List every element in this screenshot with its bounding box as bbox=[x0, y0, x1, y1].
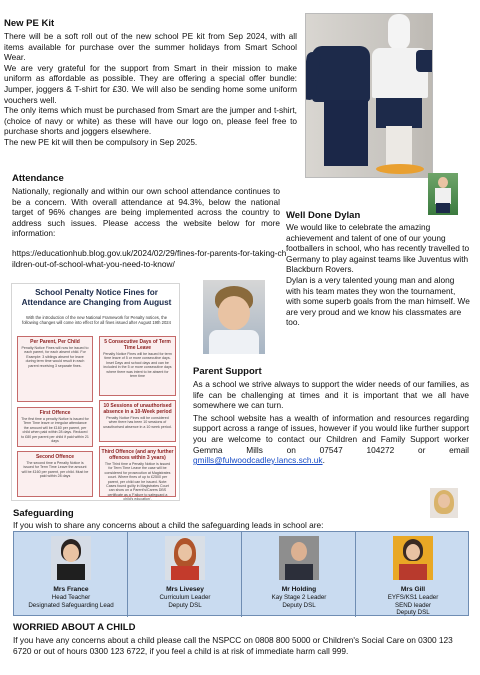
parent-support-paragraph: As a school we strive always to support the wider needs of our families, as life can be challenging at times and it is important that we all have somewhere we can turn. bbox=[193, 379, 469, 411]
lead-role: EYFS/KS1 Leader bbox=[387, 594, 439, 601]
poster-box-title: Per Parent, Per Child bbox=[30, 339, 80, 345]
lead-photo bbox=[51, 536, 91, 580]
pe-kit-heading: New PE Kit bbox=[4, 18, 55, 29]
poster-box-text: Penalty Notice Fines will be issued for term time leave of 5 or more consecutive days. Inset Days and school days and can be included in the 5 or more consecutive days where there was intent to be absent for term time bbox=[103, 352, 172, 379]
lead-name: Mrs France bbox=[53, 586, 89, 593]
poster-box-title: Third Offence (and any further offences within 3 years) bbox=[101, 449, 174, 461]
poster-box bbox=[99, 400, 176, 442]
lead-role: Head Teacher bbox=[51, 594, 91, 601]
pe-kit-paragraph: The only items which must be purchased from Smart are the jumper and t-shirt, (choice of navy or white) as these will have our logo on, please feel free to purchase shorts and joggers elsewhere. bbox=[4, 105, 297, 137]
safeguarding-intro: If you wish to share any concerns about a child the safeguarding leads in school are: bbox=[13, 520, 324, 530]
poster-box-text: The second time a Penalty Notice is issued for Term Time Leave the amount will be £160 per parent, per child. Must be paid within 28 days bbox=[21, 461, 89, 479]
poster-box-title: 10 Sessions of unauthorised absence in a 10-Week period bbox=[103, 403, 172, 415]
lead-name: Mrs Livesey bbox=[166, 586, 204, 593]
parent-support-contact: The school website has a wealth of information and resources regarding support across a range of issues, however if you would like further support you are welcome to contact our Children and Family Support worker Gemma Mills on 07547 104272 or email bbox=[193, 412, 469, 455]
safeguarding-lead bbox=[356, 532, 470, 617]
poster-box bbox=[99, 446, 176, 502]
attendance-text: Nationally, regionally and within our own school attendance continues to be a concern. With overall attendance at 94.3%, below the national target of 96% changes are being implemented across the country to address such issues. Please access the website below for more information: bbox=[12, 186, 280, 239]
parent-support-text bbox=[193, 379, 469, 466]
poster-box-text: The Third time a Penalty Notice is issued for Term Time Leave the case will be considered for prosecution at Magistrates court. Where fines of up to £2500 per parent, per child can be issued. Note: Cases found guilty in Magistrates Court can show on a Parent's/Carers DBS certificate as a 'Failure to safeguard a child's education'. bbox=[104, 462, 171, 502]
parent-support-end: . bbox=[322, 455, 325, 466]
poster-box bbox=[99, 336, 176, 396]
lead-roles bbox=[242, 594, 356, 609]
poster-box bbox=[17, 336, 93, 402]
parent-support-heading: Parent Support bbox=[193, 366, 262, 377]
poster-title: School Penalty Notice Fines for Attendance are Changing from August bbox=[21, 288, 172, 307]
dylan-paragraph: Dylan is a very talented young man and along with his team mates they won the tournament, with some superb goals from the man himself. We are very proud and we know his classmates are too. bbox=[286, 274, 470, 328]
lead-roles bbox=[356, 594, 470, 617]
poster-intro: With the introduction of the new National Framework for Penalty notices, the following changes will come into effect for all fines issued after August 19th 2024 bbox=[22, 315, 171, 325]
poster-box-text: Penalty Notice Fines will be considered when there has been 10 sessions of unauthorised absence in a 10 week period. bbox=[103, 416, 172, 429]
poster-box-title: First Offence bbox=[39, 410, 71, 416]
attendance-heading: Attendance bbox=[12, 173, 64, 184]
dylan-text bbox=[286, 222, 470, 328]
lead-role: Deputy DSL bbox=[396, 609, 430, 617]
penalty-notice-poster bbox=[11, 283, 180, 501]
dylan-photo bbox=[203, 280, 265, 354]
worried-text: If you have any concerns about a child please call the NSPCC on 0808 800 5000 or Children's Social Care on 0300 123 6720 or out of hours 0300 123 6722, if you feel a child is at risk of immediate harm call 999. bbox=[13, 635, 453, 656]
safeguarding-leads-table bbox=[13, 531, 469, 616]
lead-role: Deputy DSL bbox=[168, 601, 202, 609]
parent-support-paragraph bbox=[193, 413, 469, 466]
gemma-photo bbox=[430, 488, 458, 518]
lead-photo bbox=[165, 536, 205, 580]
email-link[interactable]: gmills@fulwoodcadley.lancs.sch.uk bbox=[193, 455, 323, 466]
lead-roles bbox=[128, 594, 242, 609]
pe-kit-paragraph: We are very grateful for the support from Smart in their mission to make uniform as affordable as possible. They are offering a special offer bundle: Jumper, joggers & T-shirt for £30. We will also be sending home some uniform vouchers well. bbox=[4, 62, 297, 105]
lead-roles bbox=[14, 594, 128, 609]
lead-photo bbox=[393, 536, 433, 580]
pe-kit-text bbox=[4, 31, 297, 148]
footballer-photo bbox=[428, 173, 458, 215]
lead-role: SEND leader bbox=[394, 601, 432, 609]
poster-box bbox=[17, 451, 93, 497]
safeguarding-lead bbox=[14, 532, 128, 617]
attendance-link[interactable]: https://educationhub.blog.gov.uk/2024/02/29/fines-for-parents-for-taking-children-out-of-school-what-you-need-to-know/ bbox=[12, 248, 287, 269]
pe-kit-paragraph: There will be a soft roll out of the new school PE kit from Sep 2024, with all items available for purchase over the summer holidays from Smart School Wear. bbox=[4, 31, 297, 63]
poster-box-title: 5 Consecutive Days of Term Time Leave bbox=[104, 339, 171, 351]
lead-role: Curriculum Leader bbox=[159, 594, 211, 601]
poster-box-title: Second Offence bbox=[35, 454, 75, 460]
worried-heading: WORRIED ABOUT A CHILD bbox=[13, 622, 136, 633]
lead-name: Mr Holding bbox=[281, 586, 317, 593]
lead-photo bbox=[279, 536, 319, 580]
pe-kit-paragraph: The new PE kit will then be compulsory in Sep 2025. bbox=[4, 136, 198, 147]
safeguarding-heading: Safeguarding bbox=[13, 508, 74, 519]
lead-name: Mrs Gill bbox=[400, 586, 426, 593]
lead-role: Kay Stage 2 Leader bbox=[271, 594, 327, 601]
poster-box-text: Penalty Notice Fines will now be issued to each parent, for each absent child. For Example: 3 siblings absent for leave during term time would result in each parent receiving 3 separate fines. bbox=[21, 346, 89, 368]
safeguarding-lead bbox=[242, 532, 356, 617]
safeguarding-lead bbox=[128, 532, 242, 617]
pe-kit-photo bbox=[305, 13, 433, 178]
dylan-heading: Well Done Dylan bbox=[286, 210, 361, 221]
poster-box-text: The first time a penalty Notice is issued for Term Time leave or irregular attendance the amount will be £160 per parent, per child when paid within 28 days. Reduced to £80 per parent per child if paid within 21 days bbox=[21, 417, 89, 444]
poster-box bbox=[17, 407, 93, 447]
dylan-paragraph: We would like to celebrate the amazing achievement and talent of one of our young footballers in school, who has recently travelled to Germany to play against teams like Juventus with Blackburn Rovers. bbox=[286, 222, 470, 275]
lead-role: Designated Safeguarding Lead bbox=[28, 601, 114, 609]
lead-role: Deputy DSL bbox=[282, 601, 316, 609]
